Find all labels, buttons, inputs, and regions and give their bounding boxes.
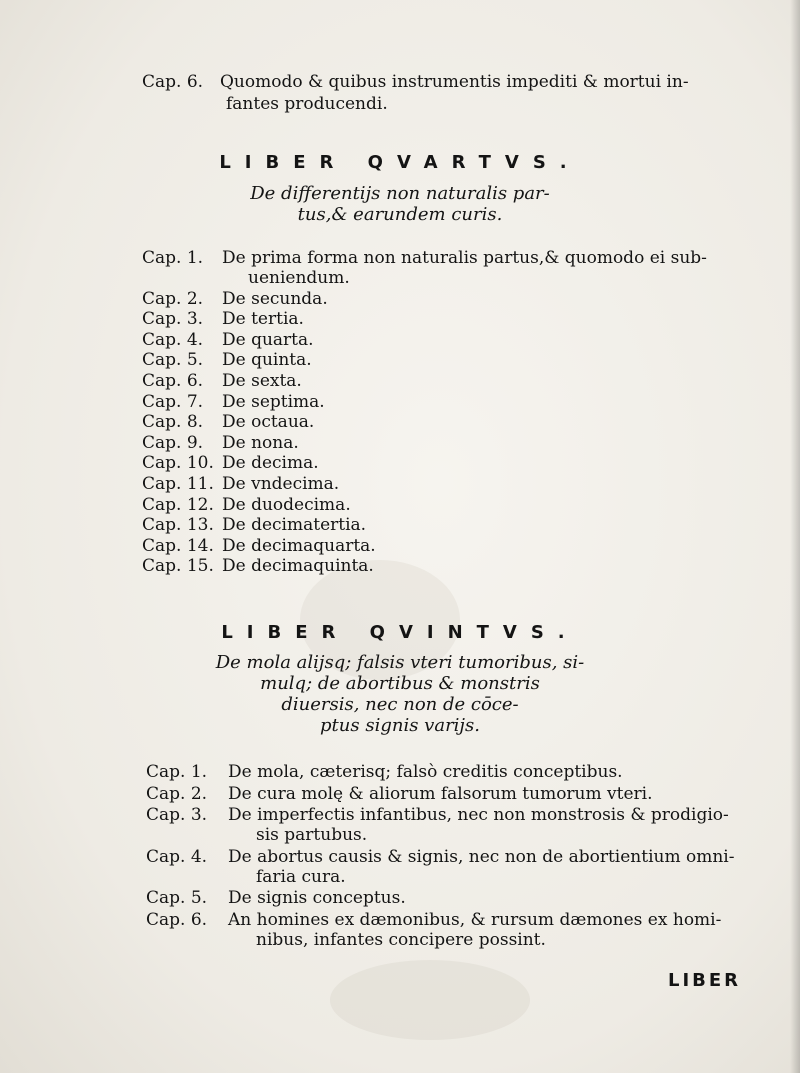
chapter-title-continued: sis partubus.: [256, 825, 368, 845]
cap-label: Cap. 15.: [142, 556, 214, 577]
chapter-title: De decimatertia.: [222, 515, 367, 536]
cap-label: Cap. 12.: [142, 494, 214, 515]
chapter-title-continued: nibus, infantes concipere possint.: [256, 929, 546, 950]
chapter-title: De decima.: [222, 453, 319, 474]
cap-label: Cap. 2.: [142, 288, 204, 309]
cap-label: Cap. 9.: [142, 432, 204, 453]
book-heading: LIBER QVINTVS.: [221, 622, 579, 643]
chapter-title: De duodecima.: [222, 494, 351, 515]
book-subtitle: ptus signis varijs.: [320, 715, 480, 736]
cap-label: Cap. 3.: [146, 805, 208, 825]
book-subtitle: mulq; de abortibus & monstris: [260, 673, 540, 694]
chapter-title: De sexta.: [222, 371, 302, 391]
chapter-title: De prima forma non naturalis partus,& quomodo ei sub-: [222, 248, 707, 268]
chapter-title: De abortus causis & signis, nec non de abortientium omni-: [228, 846, 735, 867]
cap-label: Cap. 11.: [142, 474, 214, 494]
book-subtitle: diuersis, nec non de cōce-: [281, 694, 519, 715]
chapter-title: De signis conceptus.: [228, 888, 406, 908]
chapter-title-continued: ueniendum.: [248, 268, 350, 288]
book-heading: LIBER QVARTVS.: [219, 152, 581, 173]
chapter-title: De quinta.: [222, 350, 312, 371]
book-subtitle: De differentijs non naturalis par-: [250, 183, 550, 204]
cap-label: Cap. 7.: [142, 391, 204, 412]
cap-label: Cap. 8.: [142, 412, 204, 433]
cap-label: Cap. 5.: [146, 888, 208, 908]
chapter-title: De tertia.: [222, 309, 304, 330]
cap-label: Cap. 5.: [142, 350, 204, 371]
catchword: LIBER: [668, 970, 742, 991]
chapter-title: De cura molę & aliorum falsorum tumorum vteri.: [228, 783, 653, 804]
book-subtitle: tus,& earundem curis.: [297, 204, 503, 225]
chapter-title: De octaua.: [222, 412, 315, 433]
chapter-title: De imperfectis infantibus, nec non monstrosis & prodigio-: [228, 805, 729, 825]
cap-label: Cap. 4.: [146, 846, 208, 867]
cap-label: Cap. 2.: [146, 783, 208, 804]
cap-label: Cap. 1.: [146, 762, 208, 782]
chapter-title: An homines ex dæmonibus, & rursum dæmones ex homi-: [228, 909, 722, 930]
cap-label: Cap. 6.: [142, 371, 204, 391]
chapter-title: De secunda.: [222, 288, 328, 309]
cap-label: Cap. 4.: [142, 329, 204, 350]
chapter-title: De nona.: [222, 432, 299, 453]
chapter-title: De decimaquinta.: [222, 556, 374, 577]
cap-label: Cap. 1.: [142, 248, 204, 268]
book-subtitle: De mola alijsq; falsis vteri tumoribus, si-: [215, 652, 585, 673]
chapter-title: De mola, cæterisq; falsò creditis conceptibus.: [228, 762, 623, 782]
chapter-title-continued: faria cura.: [256, 866, 346, 887]
cap-label: Cap. 14.: [142, 535, 214, 556]
chapter-title: Quomodo & quibus instrumentis impediti & mortui in-: [220, 72, 689, 92]
cap-label: Cap. 13.: [142, 515, 214, 536]
cap-label: Cap. 3.: [142, 309, 204, 330]
water-stain: [330, 960, 530, 1040]
chapter-title: De quarta.: [222, 329, 314, 350]
chapter-title: De decimaquarta.: [222, 535, 376, 556]
cap-label: Cap. 6.: [142, 72, 204, 92]
cap-label: Cap. 6.: [146, 909, 208, 930]
chapter-title-continued: fantes producendi.: [226, 94, 388, 114]
chapter-title: De septima.: [222, 391, 325, 412]
cap-label: Cap. 10.: [142, 453, 214, 474]
chapter-title: De vndecima.: [222, 474, 340, 494]
